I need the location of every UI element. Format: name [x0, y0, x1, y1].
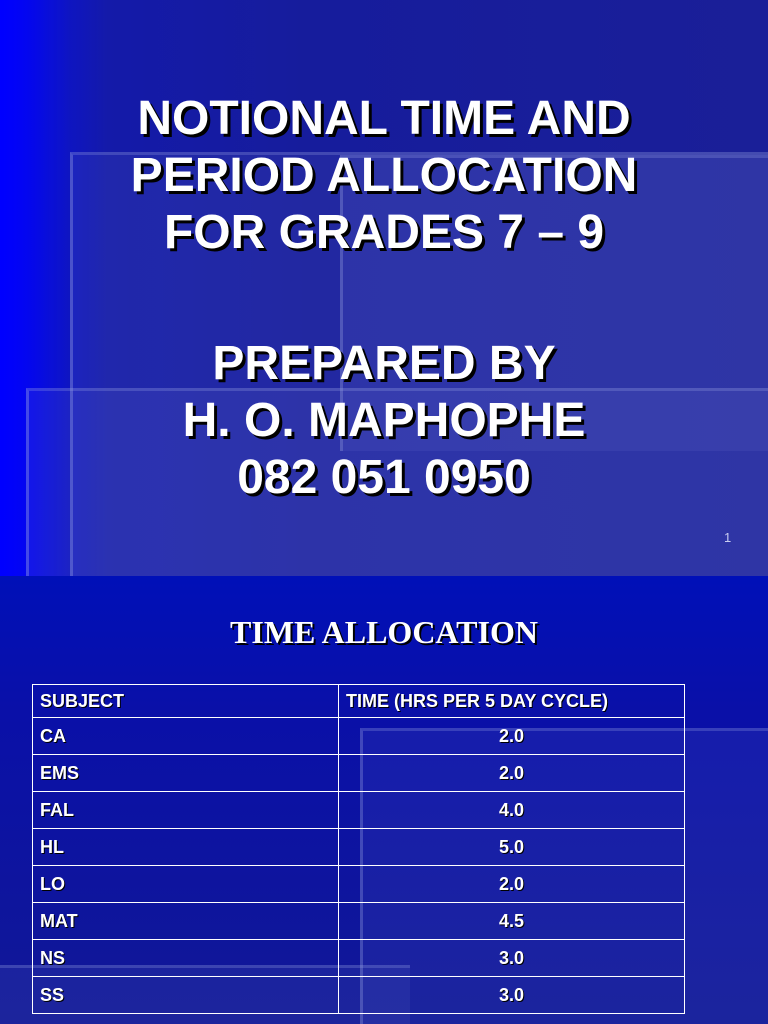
table-row: [33, 977, 685, 1014]
title-line: NOTIONAL TIME AND: [137, 92, 631, 145]
table-row: [33, 718, 685, 755]
time-column-header: TIME (HRS PER 5 DAY CYCLE): [339, 685, 685, 718]
time-cell: 4.5: [339, 903, 685, 940]
time-cell: 5.0: [339, 829, 685, 866]
time-allocation-slide: [0, 576, 768, 1024]
subject-cell: CA: [33, 718, 339, 755]
subject-cell: LO: [33, 866, 339, 903]
title-line: FOR GRADES 7 – 9: [163, 206, 605, 259]
time-cell: 3.0: [339, 977, 685, 1014]
prepared-by-label: PREPARED BY: [212, 337, 556, 390]
title-line: PERIOD ALLOCATION: [130, 149, 638, 202]
subject-column-header: SUBJECT: [33, 685, 339, 718]
subject-cell: FAL: [33, 792, 339, 829]
author-block: [0, 335, 768, 506]
table-row: [33, 829, 685, 866]
author-phone: 082 051 0950: [237, 451, 531, 504]
subject-cell: MAT: [33, 903, 339, 940]
table-row: [33, 866, 685, 903]
table-row: [33, 903, 685, 940]
time-cell: 2.0: [339, 755, 685, 792]
subject-cell: HL: [33, 829, 339, 866]
table-row: [33, 755, 685, 792]
table-header-row: [33, 685, 685, 718]
author-name: H. O. MAPHOPHE: [182, 394, 586, 447]
subject-cell: NS: [33, 940, 339, 977]
page-number: 1: [724, 530, 732, 545]
time-cell: 4.0: [339, 792, 685, 829]
table-row: [33, 940, 685, 977]
time-cell: 2.0: [339, 866, 685, 903]
slide-title: TIME ALLOCATION: [230, 614, 538, 650]
subject-cell: SS: [33, 977, 339, 1014]
table-row: [33, 792, 685, 829]
time-cell: 3.0: [339, 940, 685, 977]
subject-cell: EMS: [33, 755, 339, 792]
time-cell: 2.0: [339, 718, 685, 755]
slide-title: [0, 90, 768, 261]
time-allocation-table: [32, 684, 685, 1014]
